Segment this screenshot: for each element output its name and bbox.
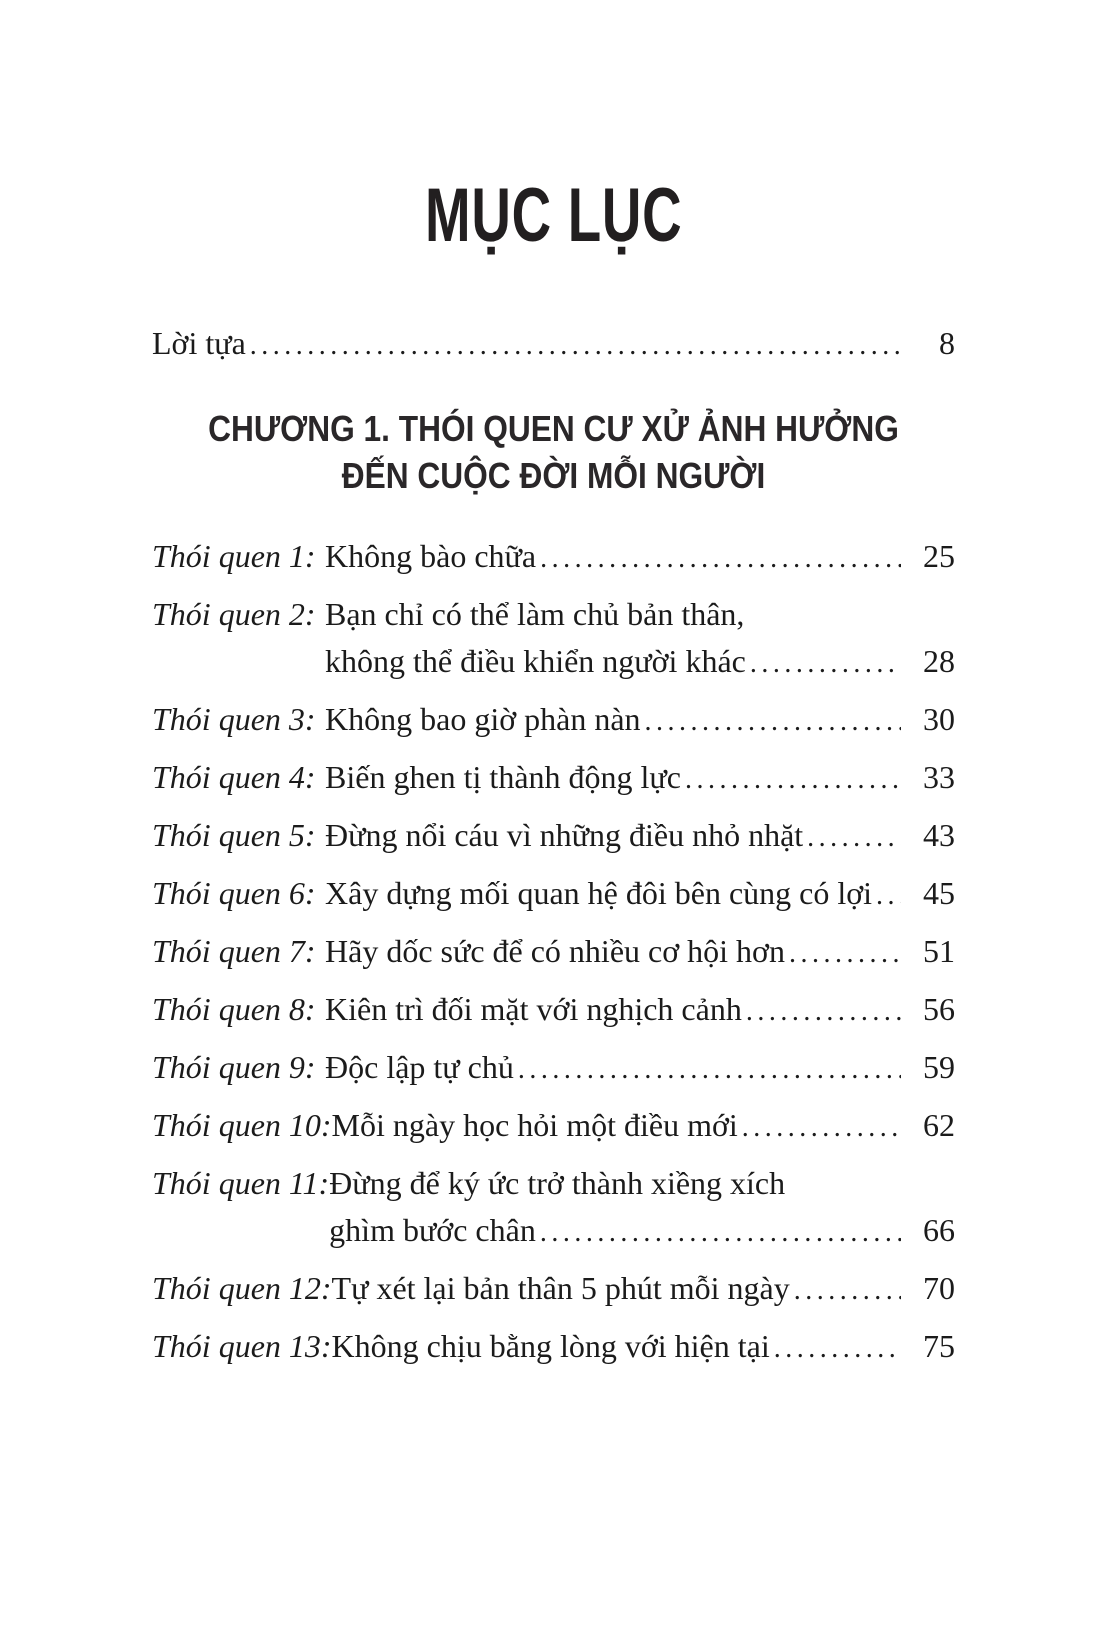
dot-leader [746, 986, 901, 1035]
entry-page-number: 62 [923, 1107, 955, 1143]
page-title-text: MỤC LỤC [424, 173, 683, 258]
toc-entry-1 [152, 533, 955, 582]
toc-entry-4 [152, 754, 955, 803]
entry-label: Thói quen 4: [152, 759, 316, 795]
entry-label: Thói quen 7: [152, 933, 316, 969]
toc-entry-2 [152, 591, 955, 687]
toc-entries [152, 533, 955, 1372]
entry-label: Thói quen 3: [152, 701, 316, 737]
toc-entry-8 [152, 986, 955, 1035]
dot-leader [250, 320, 901, 369]
chapter-heading-line1: CHƯƠNG 1. THÓI QUEN CƯ XỬ ẢNH HƯỞNG [208, 408, 899, 449]
entry-page-number: 43 [923, 817, 955, 853]
entry-page-number: 28 [923, 643, 955, 679]
entry-title: Không bao giờ phàn nàn [325, 701, 641, 737]
toc-entry-3 [152, 696, 955, 745]
dot-leader [685, 754, 901, 803]
entry-page-number: 70 [923, 1270, 955, 1306]
entry-label: Thói quen 2: [152, 596, 316, 632]
entry-label: Thói quen 11: [152, 1165, 330, 1201]
entry-page-number: 33 [923, 759, 955, 795]
entry-label: Thói quen 13: [152, 1328, 332, 1364]
entry-title-line1: Bạn chỉ có thể làm chủ bản thân, [325, 596, 745, 632]
dot-leader [540, 533, 901, 582]
entry-page-number: 45 [923, 875, 955, 911]
entry-title-line2: không thể điều khiển người khác [325, 643, 746, 679]
entry-label: Thói quen 10: [152, 1107, 332, 1143]
dot-leader [750, 638, 901, 687]
preface-label: Lời tựa [152, 325, 246, 361]
dot-leader [540, 1207, 901, 1256]
toc-entry-11 [152, 1160, 955, 1256]
dot-leader [742, 1102, 901, 1151]
entry-title: Độc lập tự chủ [325, 1049, 514, 1085]
dot-leader [794, 1265, 901, 1314]
entry-label: Thói quen 12: [152, 1270, 332, 1306]
toc-entry-13 [152, 1323, 955, 1372]
entry-label: Thói quen 1: [152, 538, 316, 574]
entry-page-number: 30 [923, 701, 955, 737]
toc-entry-5 [152, 812, 955, 861]
entry-label: Thói quen 6: [152, 875, 316, 911]
toc-entry-6 [152, 870, 955, 919]
entry-page-number: 59 [923, 1049, 955, 1085]
entry-label: Thói quen 9: [152, 1049, 316, 1085]
toc-entry-7 [152, 928, 955, 977]
dot-leader [645, 696, 901, 745]
dot-leader [789, 928, 901, 977]
entry-label: Thói quen 5: [152, 817, 316, 853]
entry-title: Biến ghen tị thành động lực [325, 759, 681, 795]
entry-title: Tự xét lại bản thân 5 phút mỗi ngày [331, 1270, 790, 1306]
entry-title: Không bào chữa [325, 538, 537, 574]
toc-entry-12 [152, 1265, 955, 1314]
chapter-heading [152, 405, 955, 499]
entry-page-number: 56 [923, 991, 955, 1027]
entry-title-line2: ghìm bước chân [329, 1212, 536, 1248]
entry-label: Thói quen 8: [152, 991, 316, 1027]
entry-page-number: 66 [923, 1212, 955, 1248]
toc-entry-9 [152, 1044, 955, 1093]
dot-leader [774, 1323, 901, 1372]
entry-page-number: 51 [923, 933, 955, 969]
entry-title: Đừng nổi cáu vì những điều nhỏ nhặt [325, 817, 804, 853]
entry-title: Kiên trì đối mặt với nghịch cảnh [325, 991, 742, 1027]
preface-row [152, 320, 955, 369]
entry-title-line1: Đừng để ký ức trở thành xiềng xích [329, 1165, 786, 1201]
entry-title: Xây dựng mối quan hệ đôi bên cùng có lợi [325, 875, 873, 911]
entry-title: Mỗi ngày học hỏi một điều mới [331, 1107, 738, 1143]
entry-title: Không chịu bằng lòng với hiện tại [331, 1328, 770, 1364]
preface-page-number: 8 [939, 325, 955, 361]
dot-leader [807, 812, 901, 861]
chapter-heading-line2: ĐẾN CUỘC ĐỜI MỖI NGƯỜI [341, 455, 766, 496]
dot-leader [876, 870, 901, 919]
dot-leader [518, 1044, 901, 1093]
entry-title: Hãy dốc sức để có nhiều cơ hội hơn [325, 933, 785, 969]
entry-page-number: 25 [923, 538, 955, 574]
toc-entry-10 [152, 1102, 955, 1151]
entry-page-number: 75 [923, 1328, 955, 1364]
page-title [152, 173, 955, 258]
